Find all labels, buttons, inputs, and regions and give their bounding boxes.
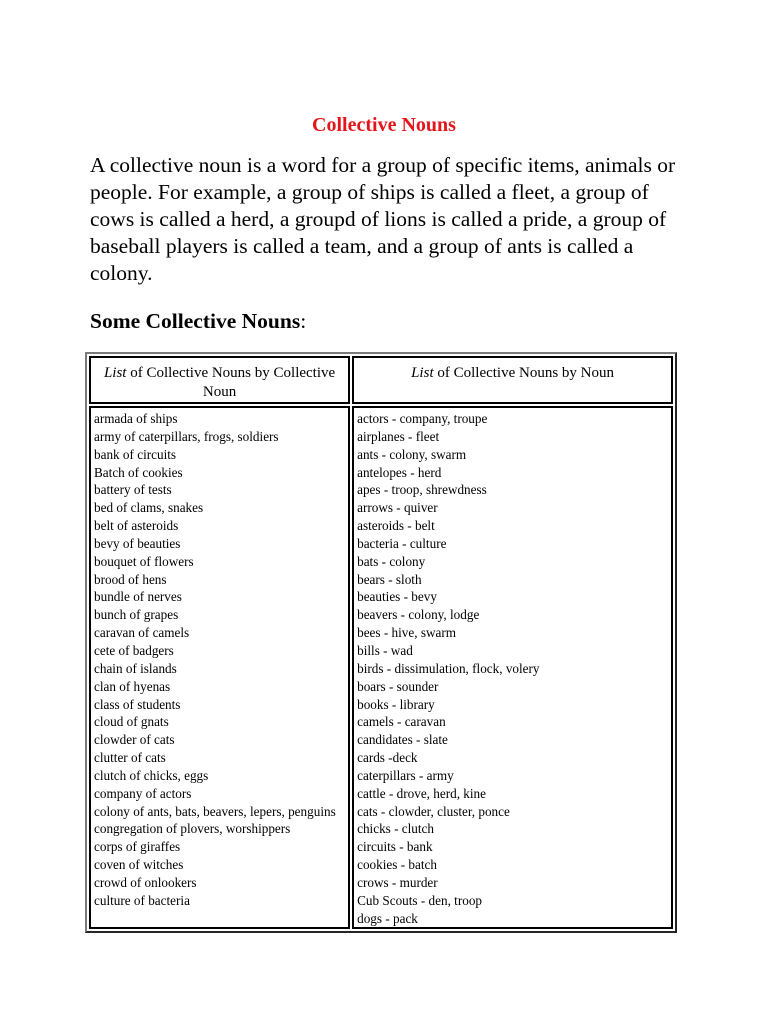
list-item: cattle - drove, herd, kine [357,785,486,801]
list-item: cats - clowder, cluster, ponce [357,803,510,819]
list-item: cloud of gnats [94,714,169,730]
list-item: dogs - pack [357,910,418,926]
list-item: beavers - colony, lodge [357,607,480,623]
list-item: bevy of beauties [94,535,181,551]
list-item: clutter of cats [94,750,166,766]
list-item: battery of tests [94,482,172,498]
list-item: cookies - batch [357,857,437,873]
header-left-text: of Collective Nouns by Collective Noun [126,365,336,400]
list-item: bears - sloth [357,571,422,587]
list-item: armada of ships [94,411,178,426]
header-by-collective-noun [89,356,350,404]
header-left-emphasis: List [103,365,127,381]
list-item: books - library [357,696,435,712]
list-item: belt of asteroids [94,518,179,534]
list-item: camels - caravan [357,714,446,730]
list-item: asteroids - belt [357,518,435,534]
list-item: antelopes - herd [357,464,442,480]
list-item: bank of circuits [94,446,177,462]
list-item: actors - company, troupe [357,411,488,426]
list-item: clan of hyenas [94,678,171,694]
table-body-row [88,405,674,930]
list-item: bats - colony [357,553,426,569]
list-item: bees - hive, swarm [357,625,456,641]
list-item: airplanes - fleet [357,428,440,444]
noun-list [352,406,673,929]
list-item: bunch of grapes [94,607,179,623]
list-item: clutch of chicks, eggs [94,767,209,783]
list-item: company of actors [94,785,192,801]
list-item: cete of badgers [94,642,174,658]
section-heading-colon: : [300,309,307,333]
header-right-emphasis: List [411,365,434,381]
section-heading [90,309,306,334]
list-item: bed of clams, snakes [94,500,204,516]
list-item: army of caterpillars, frogs, soldiers [94,428,279,444]
collective-noun-list [89,406,350,929]
header-by-noun [352,356,673,404]
list-item: congregation of plovers, worshippers [94,821,291,837]
list-item: birds - dissimulation, flock, volery [357,660,540,676]
list-item: caterpillars - army [357,767,454,783]
table-header-row [88,355,674,405]
list-item: culture of bacteria [94,892,190,908]
document-title: Collective Nouns [312,114,456,136]
list-item: clowder of cats [94,732,175,748]
list-item: Batch of cookies [94,464,183,480]
list-item: class of students [94,696,181,712]
list-item: beauties - bevy [357,589,437,605]
list-item: boars - sounder [357,678,439,694]
list-item: chicks - clutch [357,821,435,837]
list-item: arrows - quiver [357,500,438,516]
collective-nouns-table [85,352,677,933]
list-item: brood of hens [94,571,167,587]
header-right-text: of Collective Nouns by Noun [433,365,615,381]
list-item: crows - murder [357,874,438,890]
list-item: coven of witches [94,857,184,873]
list-item: corps of giraffes [94,839,181,855]
list-item: colony of ants, bats, beavers, lepers, penguins [94,803,336,819]
list-item: caravan of camels [94,625,190,641]
list-item: chain of islands [94,660,177,676]
list-item: crowd of onlookers [94,874,197,890]
list-item: Cub Scouts - den, troop [357,892,483,908]
list-item: cards -deck [357,750,418,766]
intro-paragraph: A collective noun is a word for a group of specific items, animals or people. For example, a group of ships is called a fleet, a group of cows is called a herd, a groupd of lions is called a pride, a group of baseball players is called a team, and a group of ants is called a colony. [90,153,676,285]
list-item: ants - colony, swarm [357,446,467,462]
list-item: bouquet of flowers [94,553,194,569]
list-item: bills - wad [357,642,413,658]
list-item: bundle of nerves [94,589,182,605]
section-heading-label: Some Collective Nouns [90,309,301,333]
list-item: circuits - bank [357,839,433,855]
list-item: bacteria - culture [357,535,447,551]
list-item: apes - troop, shrewdness [357,482,487,498]
list-item: candidates - slate [357,732,448,748]
